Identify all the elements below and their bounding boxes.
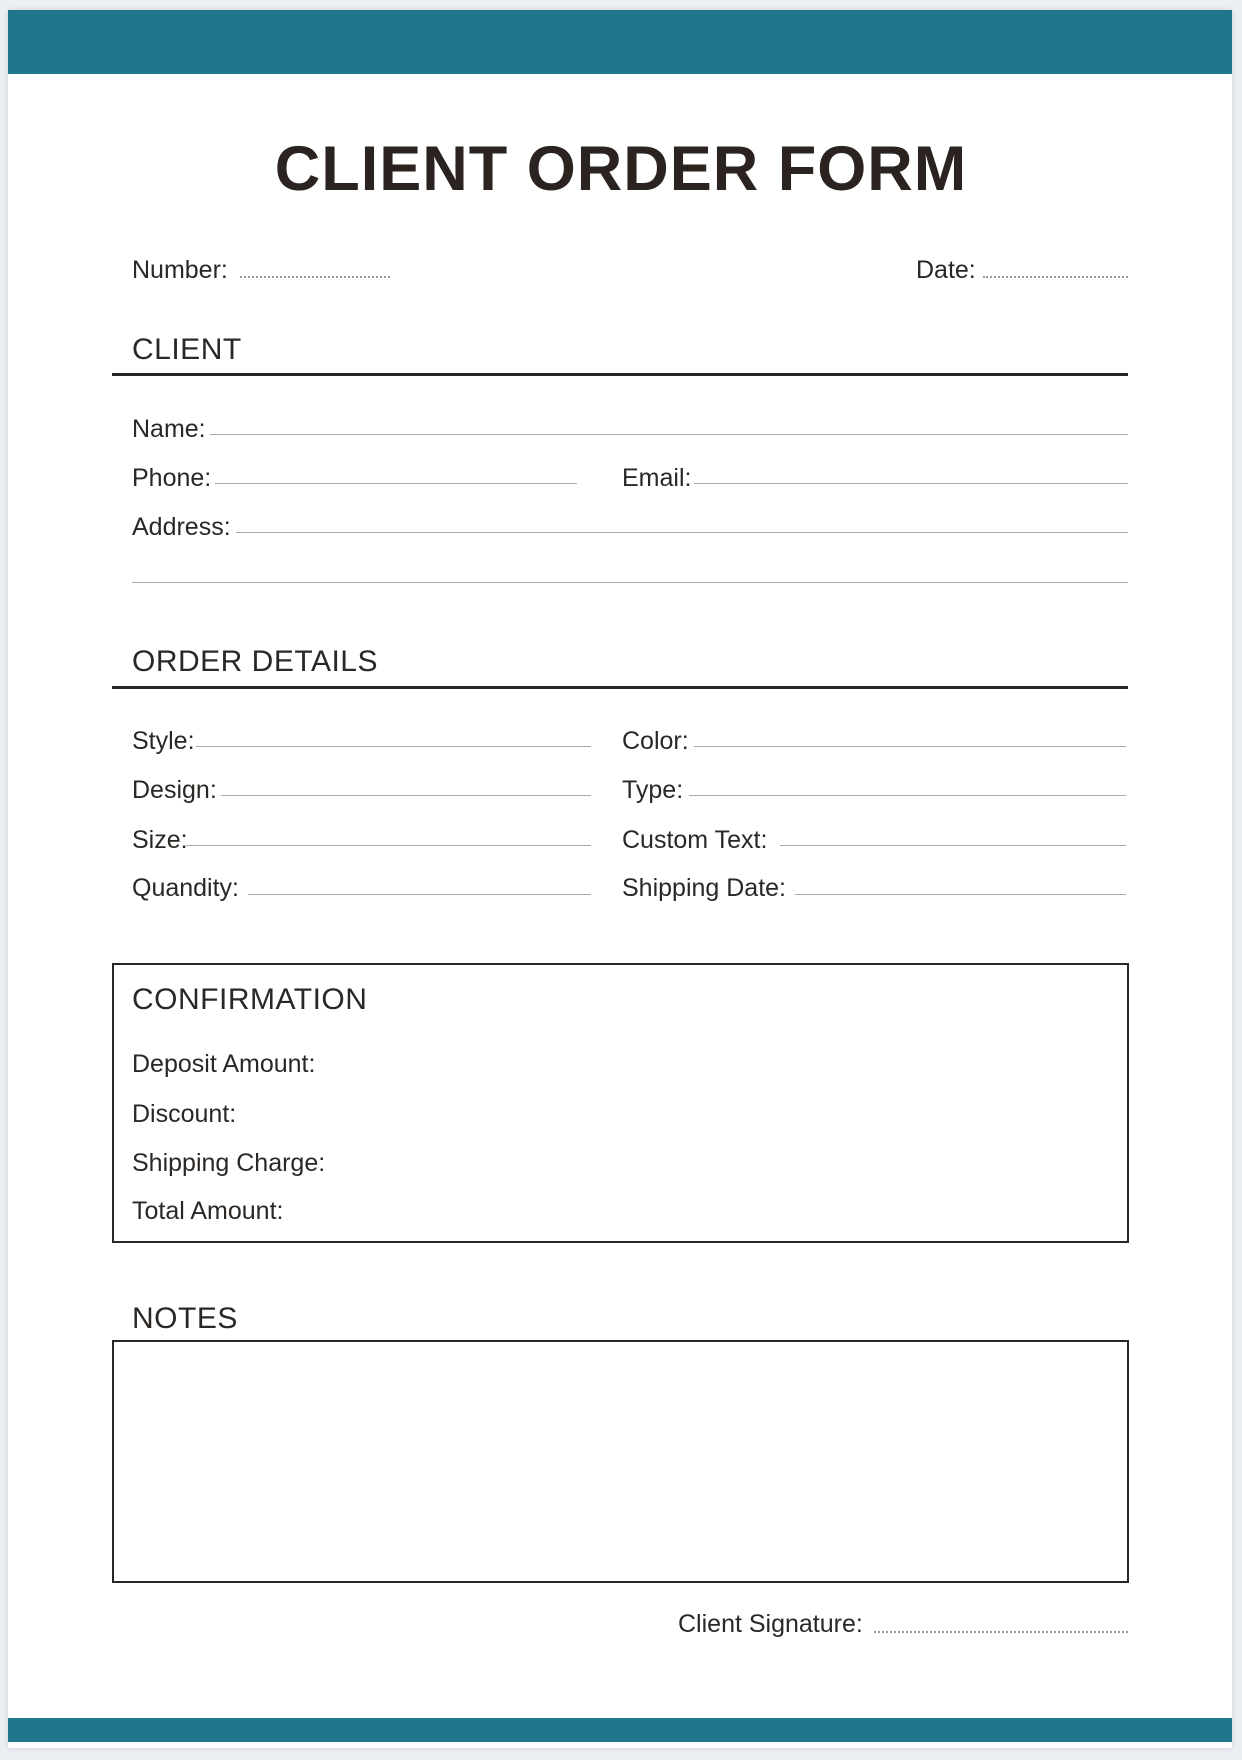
client-heading: CLIENT bbox=[132, 333, 242, 366]
address-field[interactable] bbox=[236, 532, 1128, 533]
phone-label: Phone: bbox=[132, 464, 212, 492]
color-label: Color: bbox=[622, 727, 689, 755]
size-label: Size: bbox=[132, 826, 188, 854]
style-label: Style: bbox=[132, 727, 195, 755]
shipping-charge-label: Shipping Charge: bbox=[132, 1149, 326, 1177]
email-field[interactable] bbox=[694, 483, 1128, 484]
date-label: Date: bbox=[916, 256, 976, 284]
notes-box[interactable] bbox=[112, 1340, 1129, 1583]
order-details-divider bbox=[112, 686, 1128, 689]
discount-label: Discount: bbox=[132, 1100, 237, 1128]
confirmation-heading: CONFIRMATION bbox=[132, 983, 368, 1016]
color-field[interactable] bbox=[694, 746, 1126, 747]
name-field[interactable] bbox=[210, 434, 1128, 435]
type-field[interactable] bbox=[689, 795, 1126, 796]
address-field-line-2[interactable] bbox=[132, 582, 1128, 583]
client-signature-label: Client Signature: bbox=[678, 1610, 863, 1638]
notes-heading: NOTES bbox=[132, 1302, 238, 1335]
page-title: CLIENT ORDER FORM bbox=[274, 134, 968, 204]
date-field[interactable] bbox=[983, 276, 1128, 278]
header-band bbox=[8, 10, 1232, 74]
custom-text-field[interactable] bbox=[780, 845, 1126, 846]
phone-field[interactable] bbox=[215, 483, 577, 484]
shipping-date-label: Shipping Date: bbox=[622, 874, 787, 902]
quantity-label: Quandity: bbox=[132, 874, 240, 902]
style-field[interactable] bbox=[196, 746, 591, 747]
email-label: Email: bbox=[622, 464, 692, 492]
quantity-field[interactable] bbox=[248, 894, 591, 895]
design-field[interactable] bbox=[221, 795, 591, 796]
shipping-date-field[interactable] bbox=[795, 894, 1126, 895]
size-field[interactable] bbox=[186, 845, 591, 846]
number-field[interactable] bbox=[240, 276, 390, 278]
design-label: Design: bbox=[132, 776, 217, 804]
address-label: Address: bbox=[132, 513, 231, 541]
name-label: Name: bbox=[132, 415, 206, 443]
deposit-amount-label: Deposit Amount: bbox=[132, 1050, 316, 1078]
client-divider bbox=[112, 373, 1128, 376]
number-label: Number: bbox=[132, 256, 228, 284]
total-amount-label: Total Amount: bbox=[132, 1197, 284, 1225]
client-signature-field[interactable] bbox=[874, 1631, 1128, 1633]
type-label: Type: bbox=[622, 776, 684, 804]
footer-band bbox=[8, 1718, 1232, 1742]
order-details-heading: ORDER DETAILS bbox=[132, 645, 378, 678]
custom-text-label: Custom Text: bbox=[622, 826, 768, 854]
